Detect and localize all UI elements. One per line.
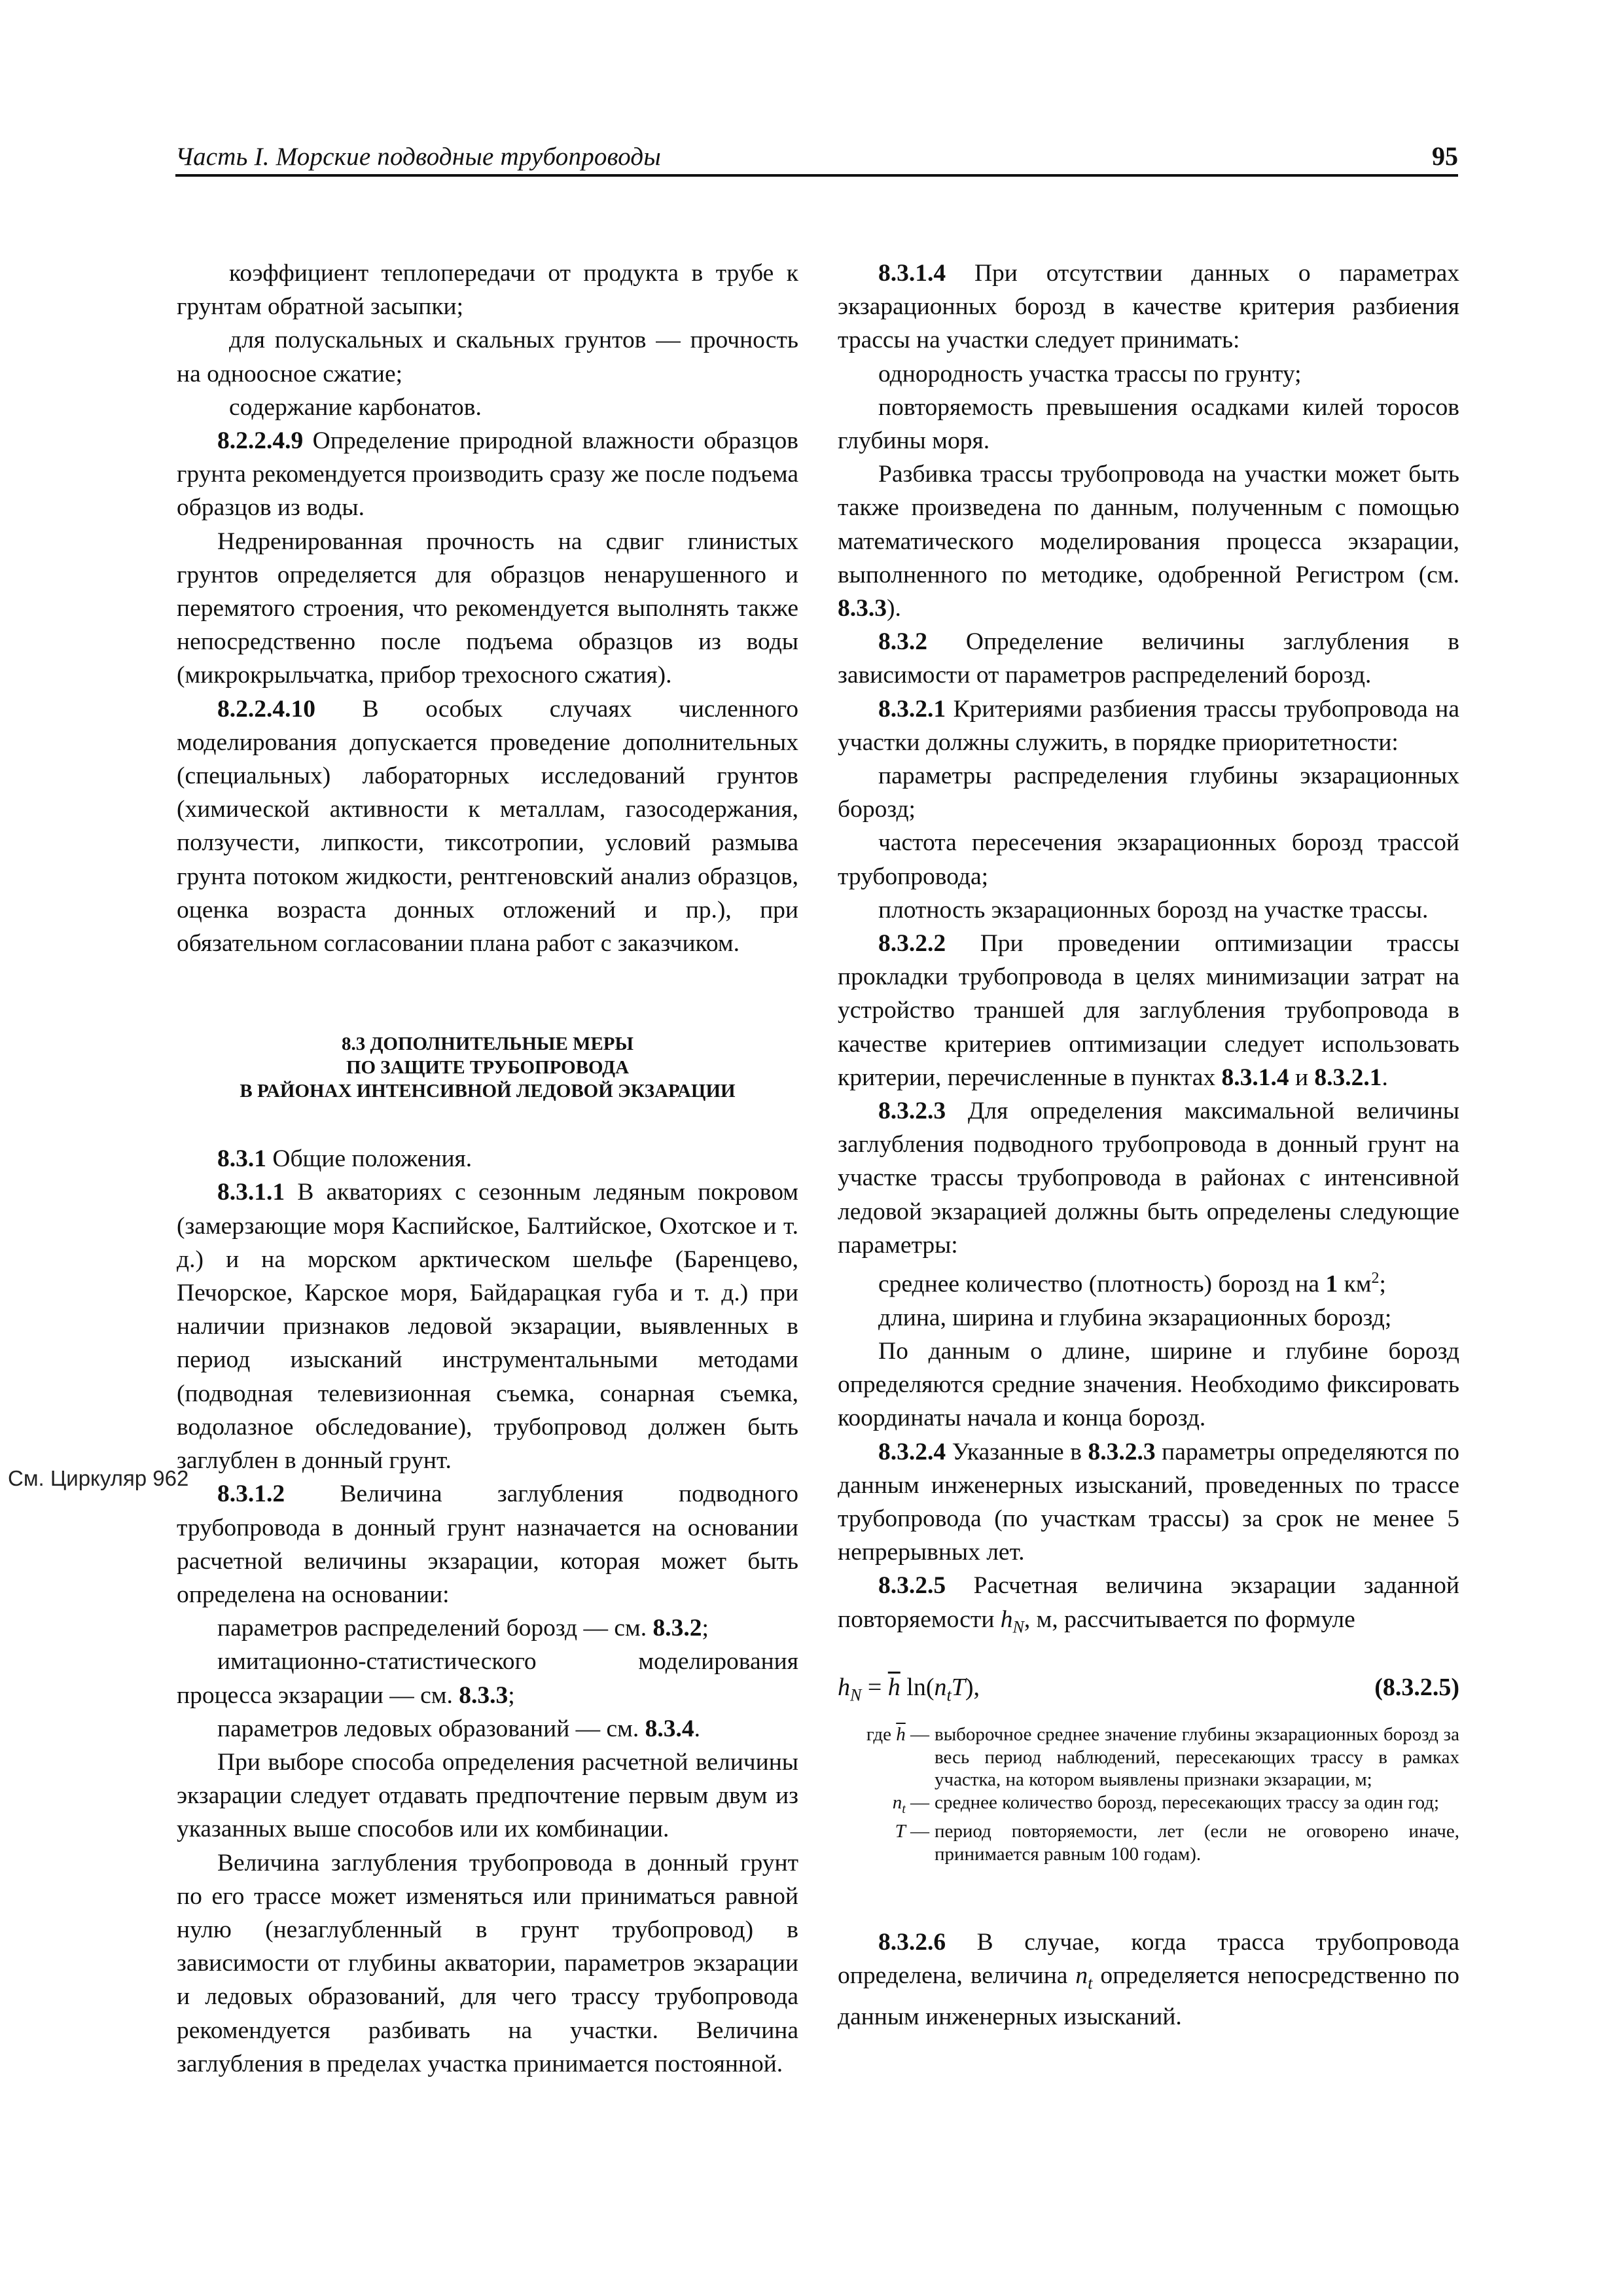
definition-text: выборочное среднее значение глубины экзарационных борозд за весь период наблюдений, пересекающих трассу в рамках участка, на котором выявлены признаки экзарации, м; <box>935 1724 1459 1791</box>
clause-number: 8.3.2.5 <box>878 1572 946 1600</box>
paragraph-text: коэффициент теплопередачи от продукта в трубе к грунтам обратной засыпки; <box>177 260 798 321</box>
unit: км <box>1338 1270 1372 1298</box>
paragraph-text: однородность участка трассы по грунту; <box>878 360 1302 387</box>
paragraph-text: Расчетная величина экзарации заданной повторяемости <box>838 1572 1459 1633</box>
definition-T <box>838 1820 1459 1865</box>
clause-8-3-1-1 <box>177 1175 798 1477</box>
clause-number: 8.3.1.4 <box>878 260 946 287</box>
list-item <box>177 1611 798 1645</box>
clause-8-3-2-1 <box>838 692 1459 759</box>
paragraph-text: Величина заглубления подводного трубопровода в донный грунт назначается на основании расчетной величины экзарации, которая может быть определена на основании: <box>177 1480 798 1608</box>
cross-reference: 8.3.1.4 <box>1221 1064 1289 1091</box>
math-punctuation: ), <box>965 1674 980 1702</box>
list-item <box>838 1301 1459 1335</box>
formula-number: (8.3.2.5) <box>1374 1674 1459 1702</box>
clause-number: 8.3.1 <box>217 1145 266 1173</box>
math-subscript: t <box>1088 1973 1093 1993</box>
definition-dash: — <box>905 1724 929 1746</box>
paragraph-text: Определение величины заглубления в зависимости от параметров распределений борозд. <box>838 628 1459 689</box>
clause-number: 8.3.2.6 <box>878 1929 946 1956</box>
clause-number: 8.3.2.2 <box>878 930 946 958</box>
number-value: 1 <box>1325 1270 1338 1298</box>
punctuation: . <box>694 1715 701 1742</box>
formula-8-3-2-5 <box>838 1666 1459 1705</box>
paragraph-text: Величина заглубления трубопровода в донный грунт по его трассе может изменяться или приниматься равной нулю (незаглубленный в грунт трубопровод) в зависимости от глубины акватории, параметров экзарации и ледовых образований, для чего трассу трубопровода рекомендуется разбивать на участки. Величина заглубления в пределах участка принимается постоянной. <box>177 1849 798 2077</box>
clause-number: 8.3.2.4 <box>878 1438 946 1465</box>
paragraph-text: При выборе способа определения расчетной величины экзарации следует отдавать предпочтение первым двум из указанных выше способов или их комбинации. <box>177 1748 798 1843</box>
paragraph-text: Определение природной влажности образцов грунта рекомендуется производить сразу же после подъема образцов из воды. <box>177 427 798 522</box>
cross-reference: 8.3.2.3 <box>1088 1438 1156 1465</box>
heading-line: 8.3 ДОПОЛНИТЕЛЬНЫЕ МЕРЫ <box>341 1033 634 1055</box>
running-header <box>175 137 1458 177</box>
paragraph-text: В особых случаях численного моделирования допускается проведение дополнительных (специальных) лабораторных исследований грунтов (химической активности к металлам, газосодержания, ползучести, липкости, тиксотропии, условий размыва грунта потоком жидкости, рентгеновский анализ образцов, оценка возраста донных отложений и пр.), при обязательном согласовании плана работ с заказчиком. <box>177 695 798 958</box>
header-title: Часть I. Морские подводные трубопроводы <box>175 143 661 171</box>
list-item <box>838 1262 1459 1301</box>
list-item <box>838 391 1459 457</box>
page-number: 95 <box>1432 141 1458 171</box>
clause-number: 8.3.2 <box>878 628 927 656</box>
paragraph-text: содержание карбонатов. <box>229 393 482 421</box>
spacer <box>177 960 798 1032</box>
heading-line: В РАЙОНАХ ИНТЕНСИВНОЙ ЛЕДОВОЙ ЭКЗАРАЦИИ <box>240 1081 736 1102</box>
cross-reference: 8.3.3 <box>838 595 887 622</box>
clause-8-3-2-6 <box>838 1926 1459 2034</box>
cross-reference: 8.3.2.1 <box>1314 1064 1382 1091</box>
punctuation: ; <box>508 1681 515 1709</box>
paragraph-text: параметры определяются по данным инженерных изысканий, проведенных по трассе трубопровода (по участкам трассы) за срок не менее 5 непрерывных лет. <box>838 1438 1459 1566</box>
definition-symbol <box>838 1791 929 1820</box>
right-column <box>838 257 1459 2034</box>
paragraph-text: Недренированная прочность на сдвиг глинистых грунтов определяется для образцов ненарушенного и перемятого строения, что рекомендуется выполнять также непосредственно после подъема образцов из воды (микрокрыльчатка, прибор трехосного сжатия). <box>177 528 798 689</box>
spacer <box>838 1643 1459 1666</box>
paragraph-text: плотность экзарационных борозд на участке трассы. <box>878 896 1429 924</box>
clause-8-2-2-4-9 <box>177 424 798 525</box>
spacer <box>177 1103 798 1142</box>
math-subscript: t <box>902 1801 906 1816</box>
definition-h-bar <box>838 1723 1459 1791</box>
math-symbol: n <box>892 1791 902 1813</box>
paragraph-text: для полускальных и скальных грунтов — прочность на одноосное сжатие; <box>177 327 798 387</box>
clause-number: 8.3.2.3 <box>878 1098 946 1125</box>
clause-8-3-1 <box>177 1142 798 1175</box>
paragraph <box>177 257 798 323</box>
paragraph-text: частота пересечения экзарационных борозд трассой трубопровода; <box>838 829 1459 890</box>
paragraph-text: , м, рассчитывается по формуле <box>1024 1605 1355 1633</box>
math-operator: = <box>861 1674 888 1702</box>
clause-8-3-1-4 <box>838 257 1459 357</box>
paragraph-text: В акваториях с сезонным ледяным покровом (замерзающие моря Каспийское, Балтийское, Охотское и т. д.) и на морском арктическом шельфе (Баренцево, Печорское, Карское моря, Байдарацкая губа и т. д.) при наличии признаков ледовой экзарации, выявленных в период изысканий инструментальными методами (подводная телевизионная съемка, сонарная съемка, водолазное обследование), трубопровод должен быть заглублен в донный грунт. <box>177 1179 798 1475</box>
paragraph-text: имитационно-статистического моделирования процесса экзарации — см. <box>177 1648 798 1709</box>
paragraph <box>177 1746 798 1846</box>
math-symbol: h <box>838 1674 850 1702</box>
paragraph-text: Общие положения. <box>266 1145 473 1173</box>
clause-8-3-2-4 <box>838 1435 1459 1570</box>
paragraph-text: При проведении оптимизации трассы прокладки трубопровода в целях минимизации затрат на устройство траншей для заглубления трубопровода в качестве критериев оптимизации следует использовать критерии, перечисленные в пунктах <box>838 930 1459 1091</box>
clause-8-3-2 <box>838 625 1459 692</box>
header-rule <box>175 174 1458 177</box>
math-symbol: T <box>951 1674 965 1702</box>
definition-prefix: где <box>866 1724 897 1746</box>
section-heading-8-3 <box>177 1032 798 1103</box>
paragraph-text: и <box>1289 1064 1315 1091</box>
clause-number: 8.3.1.1 <box>217 1179 285 1206</box>
math-subscript: t <box>946 1685 952 1705</box>
left-column <box>177 257 798 2081</box>
definition-symbol <box>838 1723 929 1791</box>
paragraph <box>838 1335 1459 1435</box>
clause-number: 8.3.2.1 <box>878 695 946 723</box>
punctuation: . <box>1382 1064 1388 1091</box>
punctuation: ; <box>1379 1270 1386 1298</box>
clause-number: 8.2.2.4.9 <box>217 427 304 455</box>
clause-8-2-2-4-10 <box>177 692 798 961</box>
paragraph-text: параметров ледовых образований — см. <box>217 1715 645 1742</box>
math-symbol: $\overline{h}$ <box>887 1674 901 1702</box>
cross-reference: 8.3.2 <box>652 1615 702 1642</box>
punctuation: ). <box>887 595 901 622</box>
math-symbol: T <box>895 1821 906 1842</box>
list-item <box>838 893 1459 927</box>
math-symbol: $\overline{h}$ <box>896 1724 906 1746</box>
definition-dash: — <box>905 1821 929 1842</box>
paragraph <box>177 323 798 390</box>
clause-8-3-2-2 <box>838 927 1459 1094</box>
paragraph-text: среднее количество (плотность) борозд на <box>878 1270 1326 1298</box>
definition-nt <box>838 1791 1459 1820</box>
paragraph-text: повторяемость превышения осадками килей торосов глубины моря. <box>838 393 1459 455</box>
cross-reference: 8.3.4 <box>645 1715 694 1742</box>
clause-number: 8.2.2.4.10 <box>217 695 315 723</box>
paragraph-text: длина, ширина и глубина экзарационных борозд; <box>878 1304 1392 1331</box>
formula-definitions <box>838 1723 1459 1865</box>
definition-symbol <box>838 1820 929 1865</box>
math-subscript: N <box>1012 1617 1024 1637</box>
paragraph-text: параметров распределений борозд — см. <box>217 1615 653 1642</box>
math-subscript: N <box>850 1685 862 1705</box>
paragraph-text: параметры распределения глубины экзарационных борозд; <box>838 762 1459 823</box>
math-symbol: n <box>934 1674 947 1702</box>
superscript: 2 <box>1371 1270 1380 1287</box>
list-item <box>838 357 1459 391</box>
list-item <box>177 1645 798 1712</box>
clause-8-3-1-2 <box>177 1477 798 1611</box>
definition-text: период повторяемости, лет (если не оговорено иначе, принимается равным 100 годам). <box>935 1821 1459 1865</box>
paragraph <box>177 1846 798 2081</box>
paragraph-text: Указанные в <box>946 1438 1088 1465</box>
clause-8-3-2-5 <box>838 1569 1459 1643</box>
paragraph-text: определяется непосредственно по данным инженерных изысканий. <box>838 1962 1459 2031</box>
paragraph-text: Для определения максимальной величины заглубления подводного трубопровода в донный грунт на участке трассы трубопровода в районах с интенсивной ледовой экзарацией должны быть определены следующие параметры: <box>838 1098 1459 1259</box>
paragraph-text: По данным о длине, ширине и глубине борозд определяются средние значения. Необходимо фиксировать координаты начала и конца борозд. <box>838 1338 1459 1432</box>
math-symbol: n <box>1075 1962 1088 1990</box>
paragraph-text: В случае, когда трасса трубопровода определена, величина <box>838 1929 1459 1990</box>
paragraph-text: При отсутствии данных о параметрах экзарационных борозд в качестве критерия разбиения трассы на участки следует принимать: <box>838 260 1459 354</box>
heading-line: ПО ЗАЩИТЕ ТРУБОПРОВОДА <box>346 1057 630 1079</box>
math-symbol: h <box>1000 1605 1013 1633</box>
paragraph-text: Критериями разбиения трассы трубопровода на участки должны служить, в порядке приоритетности: <box>838 695 1459 756</box>
paragraph <box>177 391 798 424</box>
definition-dash: — <box>905 1791 929 1813</box>
clause-number: 8.3.1.2 <box>217 1480 285 1508</box>
paragraph <box>177 525 798 692</box>
list-item <box>838 826 1459 893</box>
formula-expression <box>838 1671 980 1712</box>
list-item <box>838 759 1459 826</box>
definition-text: среднее количество борозд, пересекающих трассу за один год; <box>935 1791 1440 1813</box>
math-function: ln( <box>900 1674 935 1702</box>
spacer <box>838 1865 1459 1926</box>
clause-8-3-2-3 <box>838 1094 1459 1262</box>
paragraph-text: Разбивка трассы трубопровода на участки может быть также произведена по данным, полученным с помощью математического моделирования процесса экзарации, выполненного по методике, одобренной Регистром (см. <box>838 461 1459 588</box>
list-item <box>177 1712 798 1746</box>
cross-reference: 8.3.3 <box>459 1681 508 1709</box>
punctuation: ; <box>702 1615 709 1642</box>
margin-note-circular: См. Циркуляр 962 <box>8 1466 189 1490</box>
paragraph <box>838 457 1459 625</box>
